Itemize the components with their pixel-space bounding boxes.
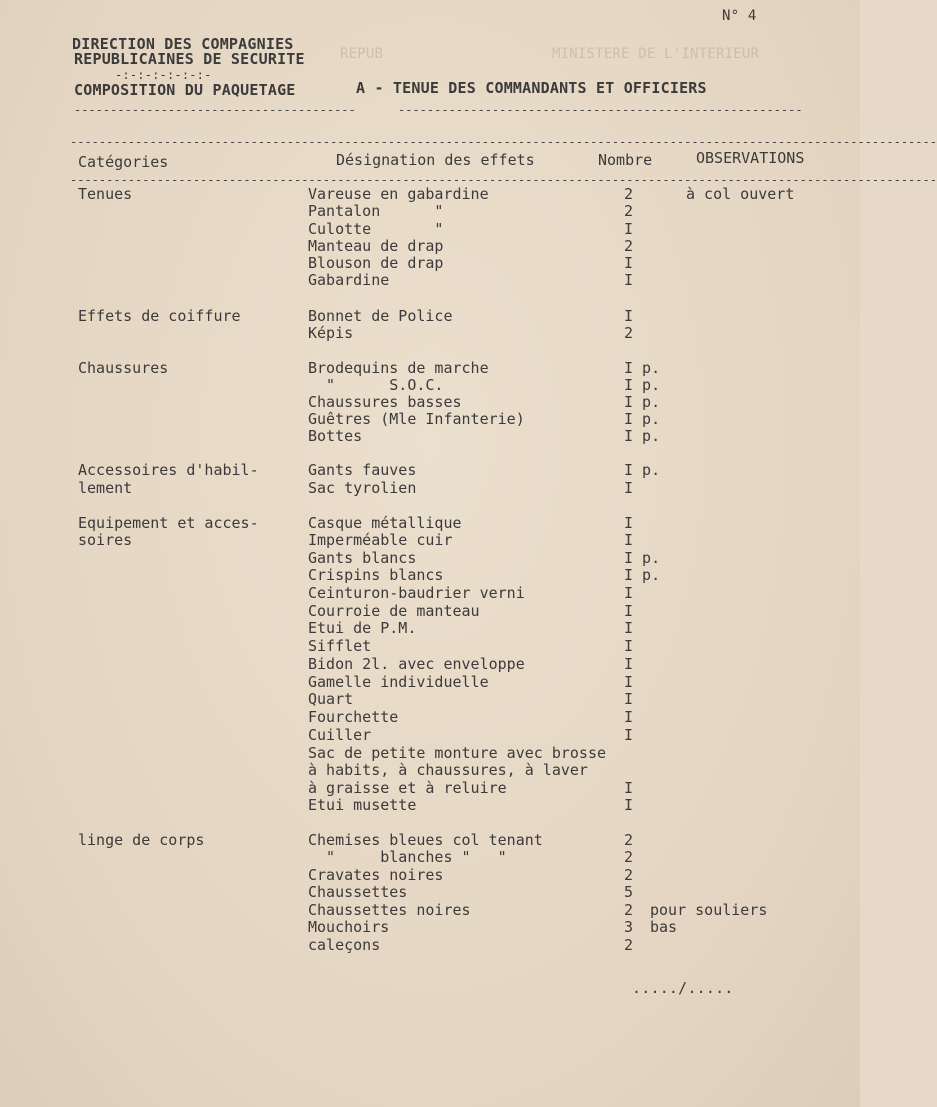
- row-nombre: I p.: [624, 410, 661, 428]
- row-category: Effets de coiffure: [78, 307, 241, 325]
- header-line3: COMPOSITION DU PAQUETAGE: [74, 81, 296, 99]
- column-header-designation: Désignation des effets: [336, 151, 535, 169]
- row-designation: à habits, à chaussures, à laver: [308, 761, 588, 779]
- column-header-nombre: Nombre: [598, 151, 653, 169]
- row-designation: Casque métallique: [308, 514, 462, 532]
- row-designation: Cravates noires: [308, 866, 444, 884]
- row-nombre: I: [624, 655, 634, 673]
- row-nombre: I: [624, 637, 634, 655]
- row-designation: Bonnet de Police: [308, 307, 453, 325]
- row-category: Accessoires d'habil-: [78, 461, 259, 479]
- row-nombre: I p.: [624, 376, 661, 394]
- row-designation: Fourchette: [308, 708, 399, 726]
- row-designation: Bidon 2l. avec enveloppe: [308, 655, 525, 673]
- row-designation: Etui de P.M.: [308, 619, 417, 637]
- row-designation: Sifflet: [308, 637, 372, 655]
- row-designation: Guêtres (Mle Infanterie): [308, 410, 525, 428]
- title-underline: --------------------------------------------------------: [398, 103, 803, 117]
- header-ornament: -:-:-:-:-:-:-: [115, 68, 212, 82]
- table-header-rule: ------------------------------------------------------------------------------------------------------------------------: [70, 173, 937, 187]
- row-observation: pour souliers: [650, 901, 768, 919]
- row-designation: Manteau de drap: [308, 237, 444, 255]
- row-nombre: I: [624, 779, 634, 797]
- row-designation: Sac tyrolien: [308, 479, 417, 497]
- row-nombre: 5: [624, 883, 634, 901]
- row-nombre: I: [624, 796, 634, 814]
- row-nombre: 2: [624, 866, 634, 884]
- row-designation: Cuiller: [308, 726, 372, 744]
- row-nombre: I: [624, 271, 634, 289]
- row-designation: Bottes: [308, 427, 363, 445]
- row-nombre: I: [624, 254, 634, 272]
- row-designation: Pantalon ": [308, 202, 444, 220]
- row-designation: Quart: [308, 690, 354, 708]
- row-nombre: I p.: [624, 393, 661, 411]
- row-nombre: I: [624, 220, 634, 238]
- row-nombre: I: [624, 690, 634, 708]
- row-nombre: I p.: [624, 461, 661, 479]
- row-nombre: 2: [624, 831, 634, 849]
- row-designation: Vareuse en gabardine: [308, 185, 489, 203]
- row-nombre: I: [624, 726, 634, 744]
- row-designation: Gants fauves: [308, 461, 417, 479]
- row-nombre: I: [624, 531, 634, 549]
- row-designation: Chaussures basses: [308, 393, 462, 411]
- row-designation: Etui musette: [308, 796, 417, 814]
- row-designation: Sac de petite monture avec brosse: [308, 744, 607, 762]
- row-nombre: I: [624, 619, 634, 637]
- header-line2: REPUBLICAINES DE SECURITE: [74, 50, 305, 68]
- row-observation: bas: [650, 918, 678, 936]
- row-designation: Chaussettes noires: [308, 901, 471, 919]
- show-through-text: REPUB: [340, 46, 384, 62]
- header-underline: ---------------------------------------: [74, 103, 356, 117]
- row-designation: Gants blancs: [308, 549, 417, 567]
- row-nombre: I: [624, 673, 634, 691]
- row-nombre: 2: [624, 848, 634, 866]
- row-designation: Courroie de manteau: [308, 602, 480, 620]
- row-nombre: 2: [624, 901, 634, 919]
- row-designation: Culotte ": [308, 220, 444, 238]
- row-designation: Gamelle individuelle: [308, 673, 489, 691]
- row-designation: à graisse et à reluire: [308, 779, 507, 797]
- row-designation: Brodequins de marche: [308, 359, 489, 377]
- row-nombre: 2: [624, 185, 634, 203]
- section-title: A - TENUE DES COMMANDANTS ET OFFICIERS: [356, 79, 707, 97]
- page-number: N° 4: [722, 8, 757, 24]
- row-category: lement: [78, 479, 133, 497]
- row-observation: à col ouvert: [686, 185, 795, 203]
- row-designation: Blouson de drap: [308, 254, 444, 272]
- row-nombre: I: [624, 708, 634, 726]
- row-nombre: I: [624, 307, 634, 325]
- row-nombre: I p.: [624, 427, 661, 445]
- row-category: soires: [78, 531, 133, 549]
- row-designation: caleçons: [308, 936, 381, 954]
- row-designation: Gabardine: [308, 271, 390, 289]
- row-designation: Imperméable cuir: [308, 531, 453, 549]
- table-top-rule: ------------------------------------------------------------------------------------------------------------------------: [70, 135, 937, 149]
- row-designation: Crispins blancs: [308, 566, 444, 584]
- row-nombre: I p.: [624, 566, 661, 584]
- row-designation: Képis: [308, 324, 354, 342]
- row-nombre: I: [624, 584, 634, 602]
- row-category: Equipement et acces-: [78, 514, 259, 532]
- row-designation: Ceinturon-baudrier verni: [308, 584, 525, 602]
- row-nombre: I: [624, 479, 634, 497]
- row-designation: Chemises bleues col tenant: [308, 831, 543, 849]
- column-header-observations: OBSERVATIONS: [696, 149, 805, 167]
- row-designation: " S.O.C.: [308, 376, 444, 394]
- row-nombre: 2: [624, 237, 634, 255]
- continuation-mark: ...../.....: [632, 979, 734, 997]
- row-category: Chaussures: [78, 359, 169, 377]
- row-designation: " blanches " ": [308, 848, 507, 866]
- row-designation: Mouchoirs: [308, 918, 390, 936]
- row-nombre: I p.: [624, 359, 661, 377]
- row-nombre: I p.: [624, 549, 661, 567]
- header-line1: DIRECTION DES COMPAGNIES: [72, 35, 294, 53]
- column-header-categories: Catégories: [78, 153, 169, 171]
- row-nombre: 2: [624, 202, 634, 220]
- row-designation: Chaussettes: [308, 883, 408, 901]
- row-nombre: 2: [624, 324, 634, 342]
- row-nombre: 3: [624, 918, 634, 936]
- row-category: linge de corps: [78, 831, 205, 849]
- row-nombre: I: [624, 514, 634, 532]
- show-through-text: MINISTERE DE L'INTERIEUR: [552, 46, 760, 62]
- row-nombre: I: [624, 602, 634, 620]
- row-category: Tenues: [78, 185, 133, 203]
- row-nombre: 2: [624, 936, 634, 954]
